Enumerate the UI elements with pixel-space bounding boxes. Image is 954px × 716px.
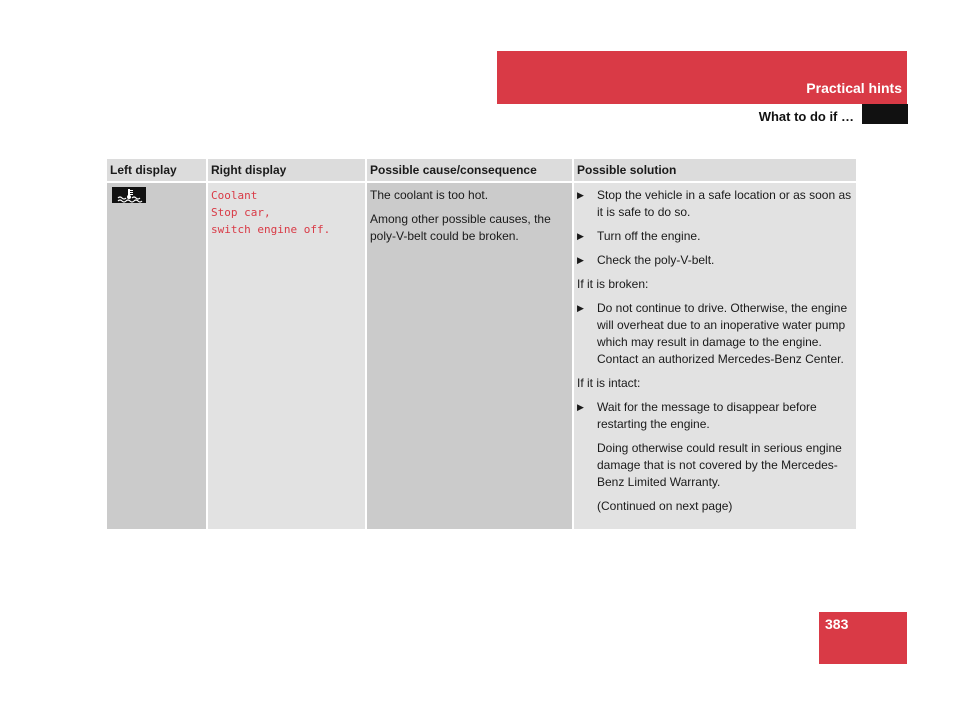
table-header-row — [107, 159, 856, 182]
right-display-cell — [207, 182, 366, 529]
column-header-right-display: Right display — [207, 159, 366, 182]
cause-paragraph-2: Among other possible causes, the poly-V-belt could be broken. — [370, 212, 551, 243]
solution-step-5 — [577, 399, 853, 433]
coolant-temperature-icon — [112, 187, 146, 203]
table-row — [107, 182, 856, 529]
bullet-arrow-icon: ▶ — [577, 231, 584, 241]
page-number: 383 — [825, 616, 849, 632]
solution-step-4-text: Do not continue to drive. Otherwise, the engine will overheat due to an inoperative water pump which may result in damage to the engine. Contact an authorized Mercedes-Benz Center. — [597, 301, 848, 366]
bullet-arrow-icon: ▶ — [577, 402, 584, 412]
bullet-arrow-icon: ▶ — [577, 255, 584, 265]
right-display-line-3: switch engine off. — [211, 223, 331, 236]
chapter-tab-marker — [862, 104, 908, 124]
warranty-note: Doing otherwise could result in serious engine damage that is not covered by the Mercedes-Benz Limited Warranty. — [597, 441, 842, 489]
cause-cell — [366, 182, 573, 529]
right-display-line-1: Coolant — [211, 189, 258, 202]
column-header-cause: Possible cause/consequence — [366, 159, 573, 182]
solution-step-3 — [577, 252, 853, 269]
column-header-left-display: Left display — [107, 159, 207, 182]
solution-step-4 — [577, 300, 853, 368]
bullet-arrow-icon: ▶ — [577, 303, 584, 313]
column-header-solution: Possible solution — [573, 159, 856, 182]
solution-step-5-text: Wait for the message to disappear before restarting the engine. — [597, 400, 817, 431]
solution-step-1-text: Stop the vehicle in a safe location or as soon as it is safe to do so. — [597, 188, 852, 219]
cause-paragraph-1: The coolant is too hot. — [370, 188, 489, 202]
display-messages-table — [107, 159, 856, 529]
bullet-arrow-icon: ▶ — [577, 190, 584, 200]
left-display-cell — [107, 182, 207, 529]
page-number-box — [819, 612, 907, 664]
continued-note: (Continued on next page) — [597, 499, 733, 513]
condition-if-broken: If it is broken: — [577, 277, 649, 291]
header-band — [497, 51, 907, 104]
right-display-line-2: Stop car, — [211, 206, 271, 219]
solution-step-1 — [577, 187, 853, 221]
solution-cell — [573, 182, 856, 529]
section-title: Practical hints — [806, 80, 902, 96]
subsection-title: What to do if … — [758, 109, 854, 124]
solution-step-2-text: Turn off the engine. — [597, 229, 701, 243]
solution-step-3-text: Check the poly-V-belt. — [597, 253, 715, 267]
solution-step-2 — [577, 228, 853, 245]
condition-if-intact: If it is intact: — [577, 376, 641, 390]
